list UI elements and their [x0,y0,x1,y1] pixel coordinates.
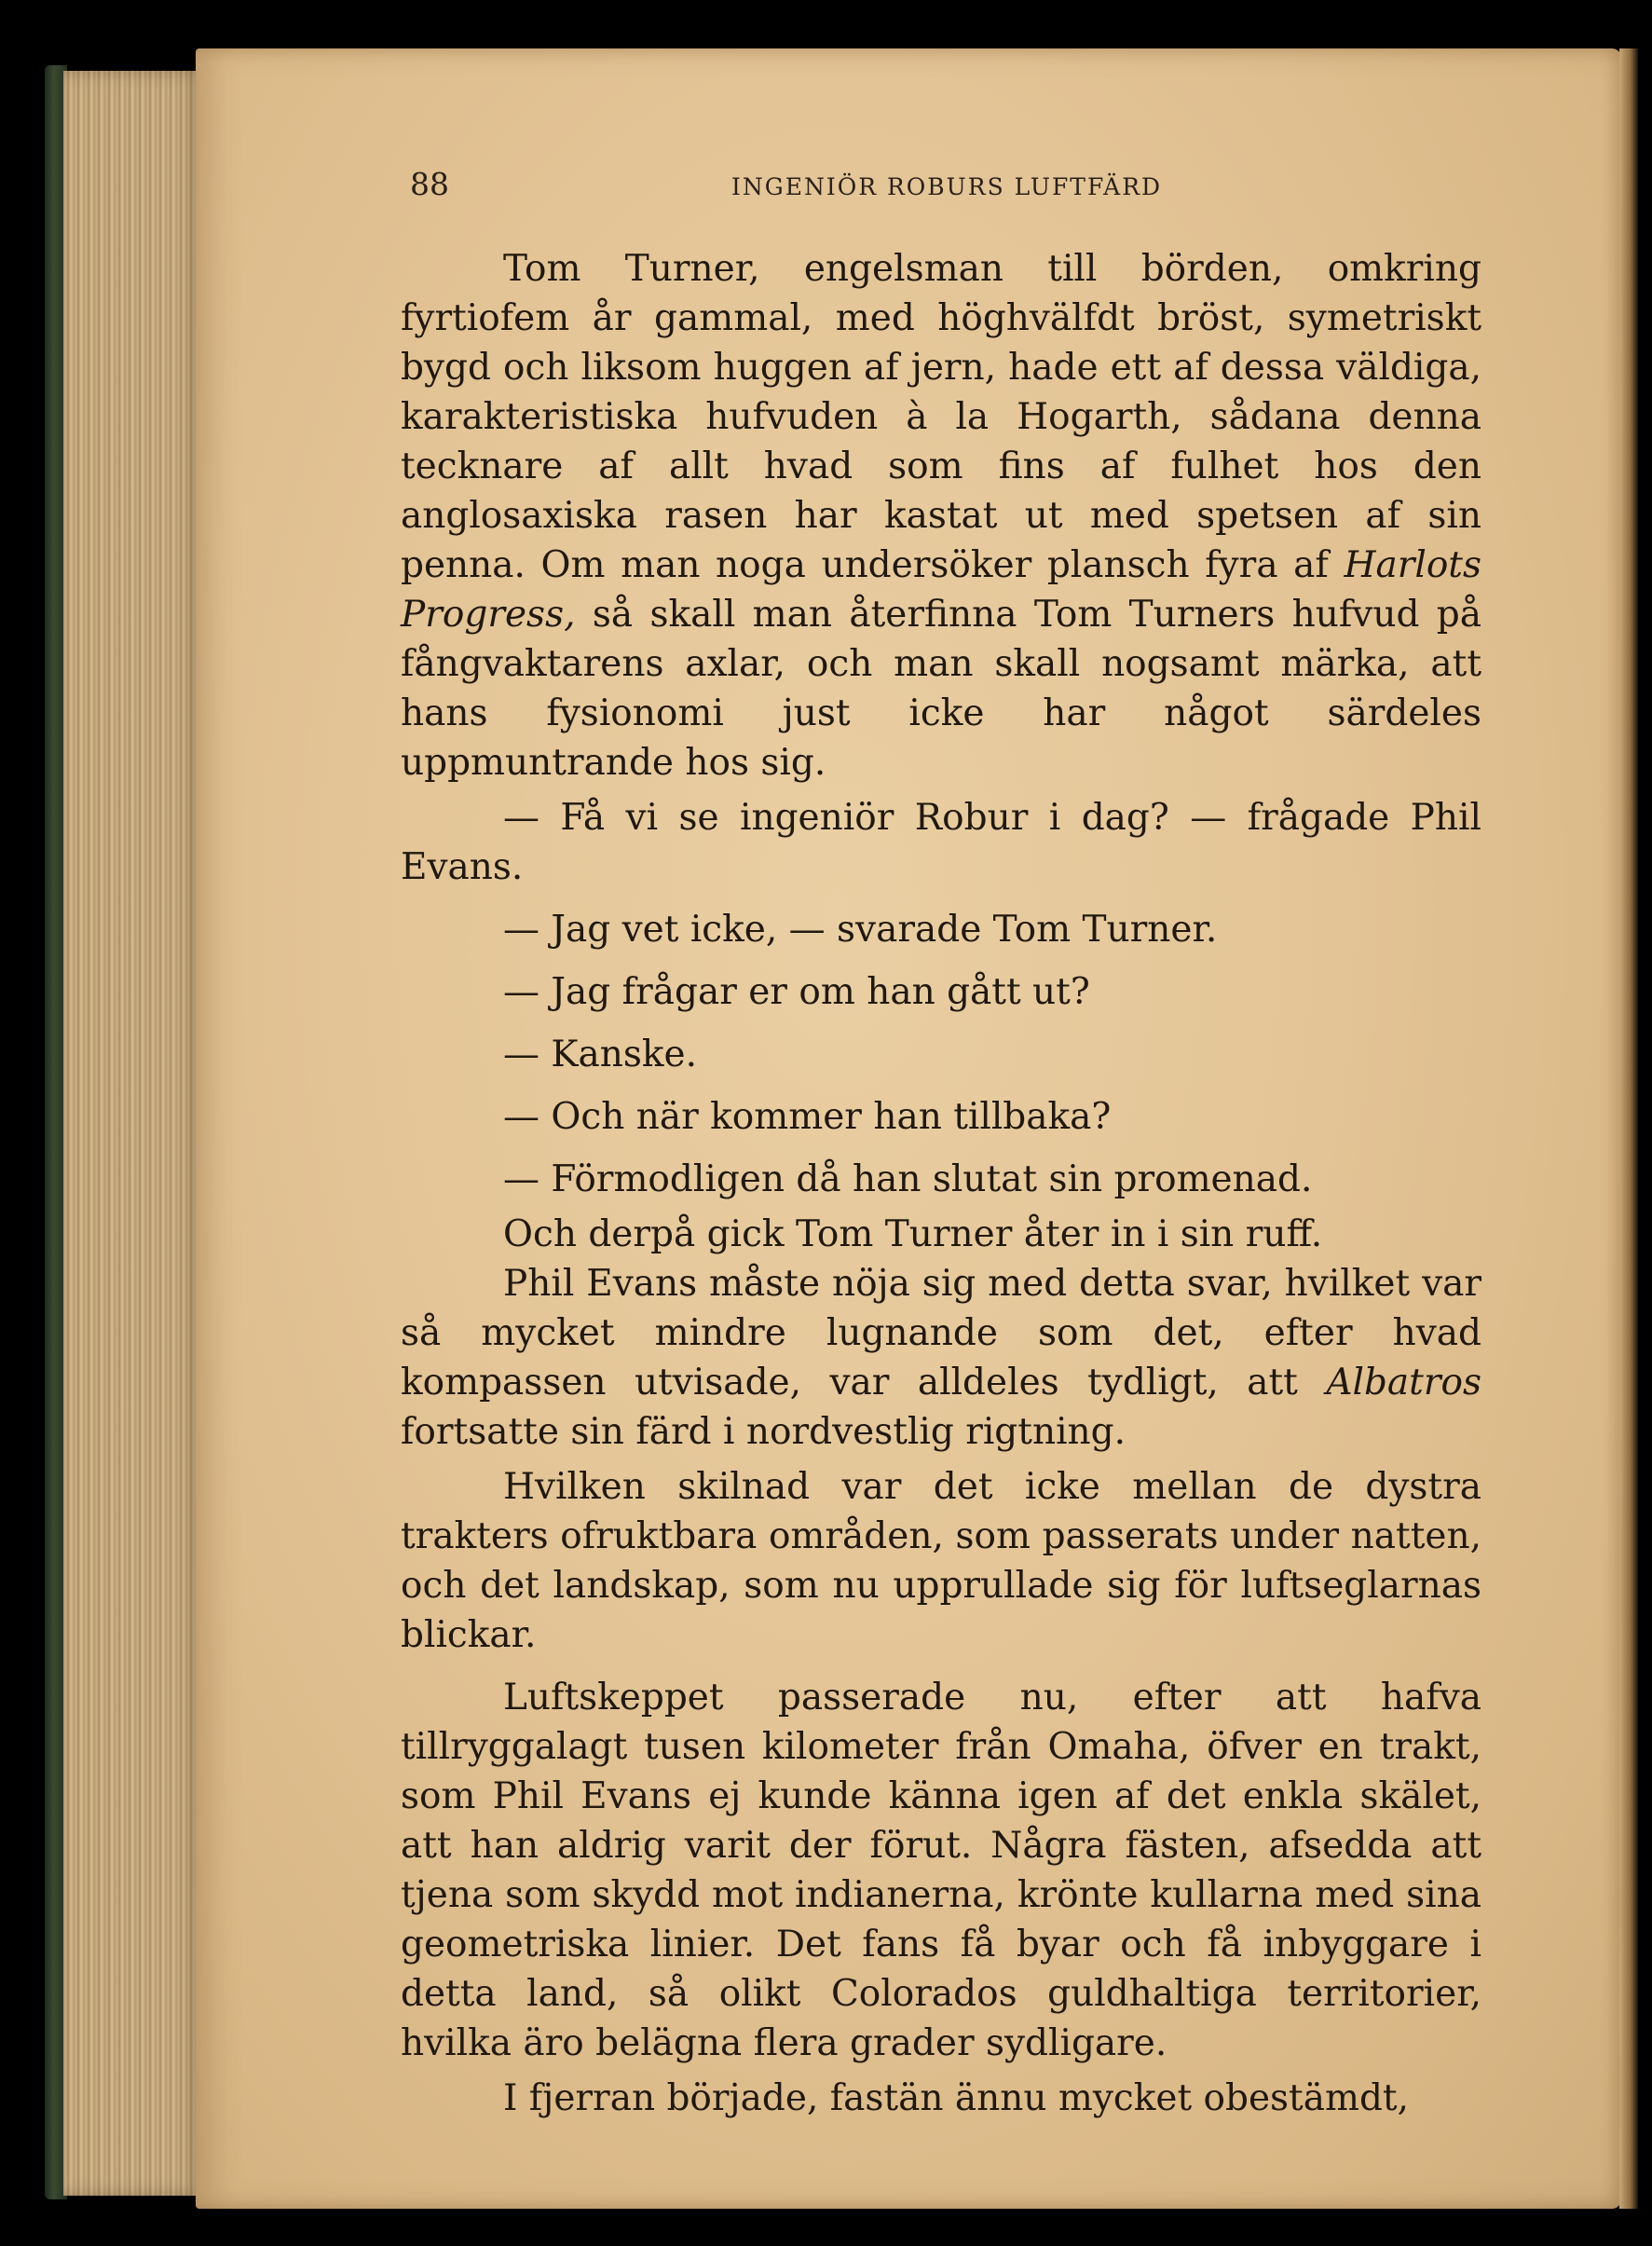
dialogue-line: — Kanske. [503,1034,698,1075]
paragraph-1-end: så skall man återfinna Tom Turners hufvud på fångvaktarens axlar, och man skall nogsamt märka, att hans fysionomi just icke har något särdeles uppmuntrande hos sig. [401,594,1481,784]
paragraph: Hvilken skilnad var det icke mellan de dystra trakters ofruktbara områden, som passerats under natten, och det landskap, som nu upprullade sig för luftseglarnas blickar. [401,1466,1481,1656]
body-text [401,244,1481,2123]
paragraph-1 [401,244,1481,787]
paragraph: Luftskeppet passerade nu, efter att hafva tillryggalagt tusen kilometer från Omaha, öfver en trakt, som Phil Evans ej kunde känna igen af det enkla skälet, att han aldrig varit der förut. Några fästen, afsedda att tjena som skydd mot indianerna, krönte kullarna med sina geometriska linier. Det fans få byar och få inbyggare i detta land, så olikt Colorados guldhaltiga territorier, hvilka äro belägna flera grader sydligare. [401,1677,1481,2064]
dialogue-line: — Och när kommer han tillbaka? [503,1096,1112,1138]
italic-title-harlots-progress: Harlots Progress, [401,544,1481,636]
dialogue-line: — Jag vet icke, — svarade Tom Turner. [503,909,1218,951]
page-edges [63,71,203,2196]
paragraph-1-text: Tom Turner, engelsman till börden, omkring fyrtiofem år gammal, med höghvälfdt bröst, symetriskt bygd och liksom huggen af jern, hade ett af dessa väldiga, karakteristiska hufvuden à la Hogarth, sådana denna tecknare af allt hvad som fins af fulhet hos den anglosaxiska rasen har kastat ut med spetsen af sin penna. Om man noga undersöker plansch fyra af [401,248,1481,586]
paragraph: Och derpå gick Tom Turner åter in i sin ruff. [503,1213,1323,1255]
running-title: INGENIÖR ROBURS LUFTFÄRD [731,173,1163,200]
page-number: 88 [410,166,449,202]
dialogue-line: — Jag frågar er om han gått ut? [503,971,1090,1013]
paragraph-9-end: fortsatte sin färd i nordvestlig rigtning. [401,1411,1126,1453]
paragraph-9-text: Phil Evans måste nöja sig med detta svar, hvilket var så mycket mindre lugnande som det, efter hvad kompassen utvisade, var alldeles tydligt, att [401,1263,1481,1404]
running-head [410,166,1477,203]
dialogue-line: — Få vi se ingeniör Robur i dag? — frågade Phil Evans. [401,797,1481,888]
italic-ship-name: Albatros [1326,1362,1481,1404]
page-gutter-shadow [1619,48,1638,2209]
paragraph: I fjerran började, fastän ännu mycket obestämdt, [503,2077,1409,2119]
paragraph-9 [401,1259,1481,1457]
dialogue-line: — Förmodligen då han slutat sin promenad. [503,1158,1313,1200]
